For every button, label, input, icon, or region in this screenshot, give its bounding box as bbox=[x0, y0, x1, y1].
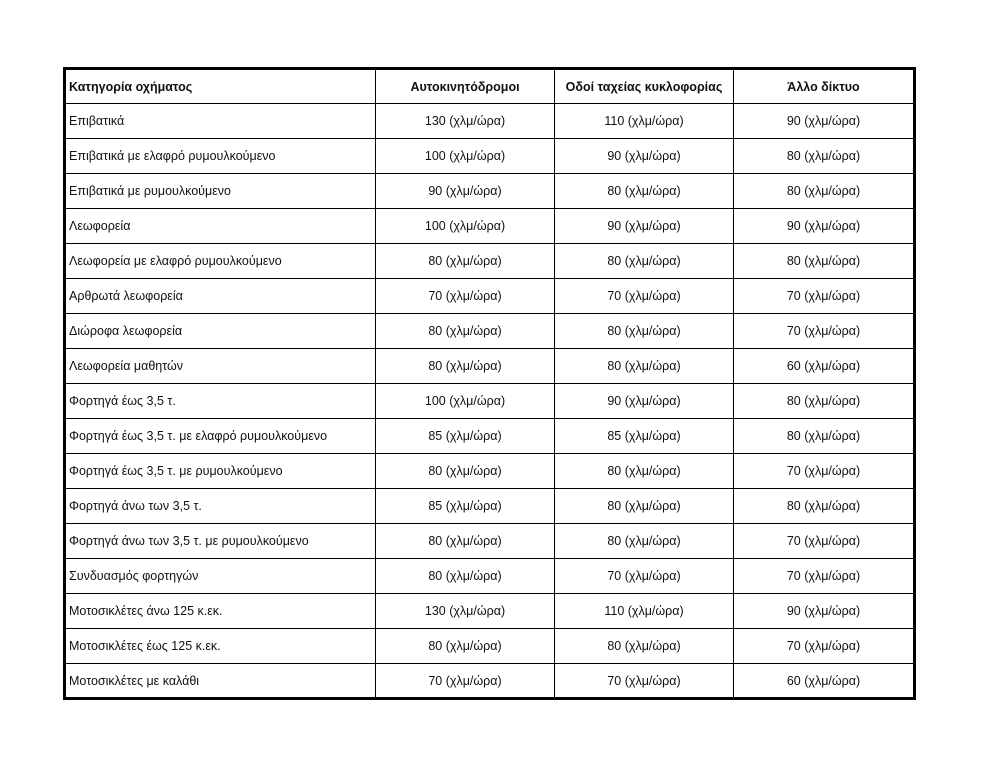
table-row bbox=[65, 104, 915, 139]
header-expressways: Οδοί ταχείας κυκλοφορίας bbox=[555, 69, 734, 104]
vehicle-category-cell: Φορτηγά άνω των 3,5 τ. με ρυμουλκούμενο bbox=[65, 524, 376, 559]
other-network-speed-cell: 70 (χλμ/ώρα) bbox=[734, 629, 915, 664]
motorway-speed-cell: 80 (χλμ/ώρα) bbox=[376, 314, 555, 349]
other-network-speed-cell: 70 (χλμ/ώρα) bbox=[734, 524, 915, 559]
vehicle-category-cell: Φορτηγά άνω των 3,5 τ. bbox=[65, 489, 376, 524]
motorway-speed-cell: 70 (χλμ/ώρα) bbox=[376, 279, 555, 314]
expressway-speed-cell: 70 (χλμ/ώρα) bbox=[555, 559, 734, 594]
other-network-speed-cell: 80 (χλμ/ώρα) bbox=[734, 139, 915, 174]
table-row bbox=[65, 314, 915, 349]
other-network-speed-cell: 90 (χλμ/ώρα) bbox=[734, 209, 915, 244]
vehicle-category-cell: Αρθρωτά λεωφορεία bbox=[65, 279, 376, 314]
motorway-speed-cell: 90 (χλμ/ώρα) bbox=[376, 174, 555, 209]
other-network-speed-cell: 70 (χλμ/ώρα) bbox=[734, 559, 915, 594]
motorway-speed-cell: 80 (χλμ/ώρα) bbox=[376, 349, 555, 384]
expressway-speed-cell: 90 (χλμ/ώρα) bbox=[555, 139, 734, 174]
table-row bbox=[65, 279, 915, 314]
vehicle-category-cell: Λεωφορεία bbox=[65, 209, 376, 244]
motorway-speed-cell: 80 (χλμ/ώρα) bbox=[376, 454, 555, 489]
other-network-speed-cell: 60 (χλμ/ώρα) bbox=[734, 664, 915, 699]
expressway-speed-cell: 80 (χλμ/ώρα) bbox=[555, 174, 734, 209]
vehicle-category-cell: Μοτοσικλέτες άνω 125 κ.εκ. bbox=[65, 594, 376, 629]
motorway-speed-cell: 80 (χλμ/ώρα) bbox=[376, 524, 555, 559]
table-header-row bbox=[65, 69, 915, 104]
header-other-network: Άλλο δίκτυο bbox=[734, 69, 915, 104]
expressway-speed-cell: 110 (χλμ/ώρα) bbox=[555, 594, 734, 629]
speed-limits-table bbox=[63, 67, 916, 700]
expressway-speed-cell: 80 (χλμ/ώρα) bbox=[555, 314, 734, 349]
table-row bbox=[65, 594, 915, 629]
vehicle-category-cell: Λεωφορεία με ελαφρό ρυμουλκούμενο bbox=[65, 244, 376, 279]
expressway-speed-cell: 110 (χλμ/ώρα) bbox=[555, 104, 734, 139]
motorway-speed-cell: 80 (χλμ/ώρα) bbox=[376, 559, 555, 594]
motorway-speed-cell: 85 (χλμ/ώρα) bbox=[376, 419, 555, 454]
table-body bbox=[65, 104, 915, 699]
table-row bbox=[65, 524, 915, 559]
other-network-speed-cell: 80 (χλμ/ώρα) bbox=[734, 244, 915, 279]
vehicle-category-cell: Επιβατικά bbox=[65, 104, 376, 139]
expressway-speed-cell: 80 (χλμ/ώρα) bbox=[555, 524, 734, 559]
expressway-speed-cell: 90 (χλμ/ώρα) bbox=[555, 209, 734, 244]
table-row bbox=[65, 209, 915, 244]
expressway-speed-cell: 70 (χλμ/ώρα) bbox=[555, 279, 734, 314]
expressway-speed-cell: 90 (χλμ/ώρα) bbox=[555, 384, 734, 419]
other-network-speed-cell: 70 (χλμ/ώρα) bbox=[734, 454, 915, 489]
vehicle-category-cell: Φορτηγά έως 3,5 τ. με ρυμουλκούμενο bbox=[65, 454, 376, 489]
expressway-speed-cell: 80 (χλμ/ώρα) bbox=[555, 489, 734, 524]
other-network-speed-cell: 60 (χλμ/ώρα) bbox=[734, 349, 915, 384]
other-network-speed-cell: 80 (χλμ/ώρα) bbox=[734, 489, 915, 524]
motorway-speed-cell: 80 (χλμ/ώρα) bbox=[376, 629, 555, 664]
table-row bbox=[65, 174, 915, 209]
expressway-speed-cell: 70 (χλμ/ώρα) bbox=[555, 664, 734, 699]
vehicle-category-cell: Φορτηγά έως 3,5 τ. bbox=[65, 384, 376, 419]
header-motorways: Αυτοκινητόδρομοι bbox=[376, 69, 555, 104]
vehicle-category-cell: Επιβατικά με ρυμουλκούμενο bbox=[65, 174, 376, 209]
motorway-speed-cell: 100 (χλμ/ώρα) bbox=[376, 384, 555, 419]
vehicle-category-cell: Μοτοσικλέτες με καλάθι bbox=[65, 664, 376, 699]
motorway-speed-cell: 100 (χλμ/ώρα) bbox=[376, 209, 555, 244]
motorway-speed-cell: 80 (χλμ/ώρα) bbox=[376, 244, 555, 279]
motorway-speed-cell: 100 (χλμ/ώρα) bbox=[376, 139, 555, 174]
table-row bbox=[65, 384, 915, 419]
table-row bbox=[65, 244, 915, 279]
motorway-speed-cell: 85 (χλμ/ώρα) bbox=[376, 489, 555, 524]
table-row bbox=[65, 664, 915, 699]
table-row bbox=[65, 559, 915, 594]
vehicle-category-cell: Επιβατικά με ελαφρό ρυμουλκούμενο bbox=[65, 139, 376, 174]
vehicle-category-cell: Διώροφα λεωφορεία bbox=[65, 314, 376, 349]
expressway-speed-cell: 85 (χλμ/ώρα) bbox=[555, 419, 734, 454]
table-row bbox=[65, 489, 915, 524]
other-network-speed-cell: 70 (χλμ/ώρα) bbox=[734, 279, 915, 314]
table-row bbox=[65, 629, 915, 664]
header-vehicle-category: Κατηγορία οχήματος bbox=[65, 69, 376, 104]
other-network-speed-cell: 90 (χλμ/ώρα) bbox=[734, 594, 915, 629]
expressway-speed-cell: 80 (χλμ/ώρα) bbox=[555, 454, 734, 489]
motorway-speed-cell: 130 (χλμ/ώρα) bbox=[376, 104, 555, 139]
motorway-speed-cell: 130 (χλμ/ώρα) bbox=[376, 594, 555, 629]
other-network-speed-cell: 80 (χλμ/ώρα) bbox=[734, 384, 915, 419]
other-network-speed-cell: 80 (χλμ/ώρα) bbox=[734, 419, 915, 454]
other-network-speed-cell: 70 (χλμ/ώρα) bbox=[734, 314, 915, 349]
vehicle-category-cell: Λεωφορεία μαθητών bbox=[65, 349, 376, 384]
other-network-speed-cell: 80 (χλμ/ώρα) bbox=[734, 174, 915, 209]
table-row bbox=[65, 419, 915, 454]
expressway-speed-cell: 80 (χλμ/ώρα) bbox=[555, 244, 734, 279]
other-network-speed-cell: 90 (χλμ/ώρα) bbox=[734, 104, 915, 139]
expressway-speed-cell: 80 (χλμ/ώρα) bbox=[555, 629, 734, 664]
vehicle-category-cell: Συνδυασμός φορτηγών bbox=[65, 559, 376, 594]
vehicle-category-cell: Φορτηγά έως 3,5 τ. με ελαφρό ρυμουλκούμενο bbox=[65, 419, 376, 454]
table-row bbox=[65, 454, 915, 489]
expressway-speed-cell: 80 (χλμ/ώρα) bbox=[555, 349, 734, 384]
vehicle-category-cell: Μοτοσικλέτες έως 125 κ.εκ. bbox=[65, 629, 376, 664]
table-row bbox=[65, 139, 915, 174]
table-row bbox=[65, 349, 915, 384]
motorway-speed-cell: 70 (χλμ/ώρα) bbox=[376, 664, 555, 699]
